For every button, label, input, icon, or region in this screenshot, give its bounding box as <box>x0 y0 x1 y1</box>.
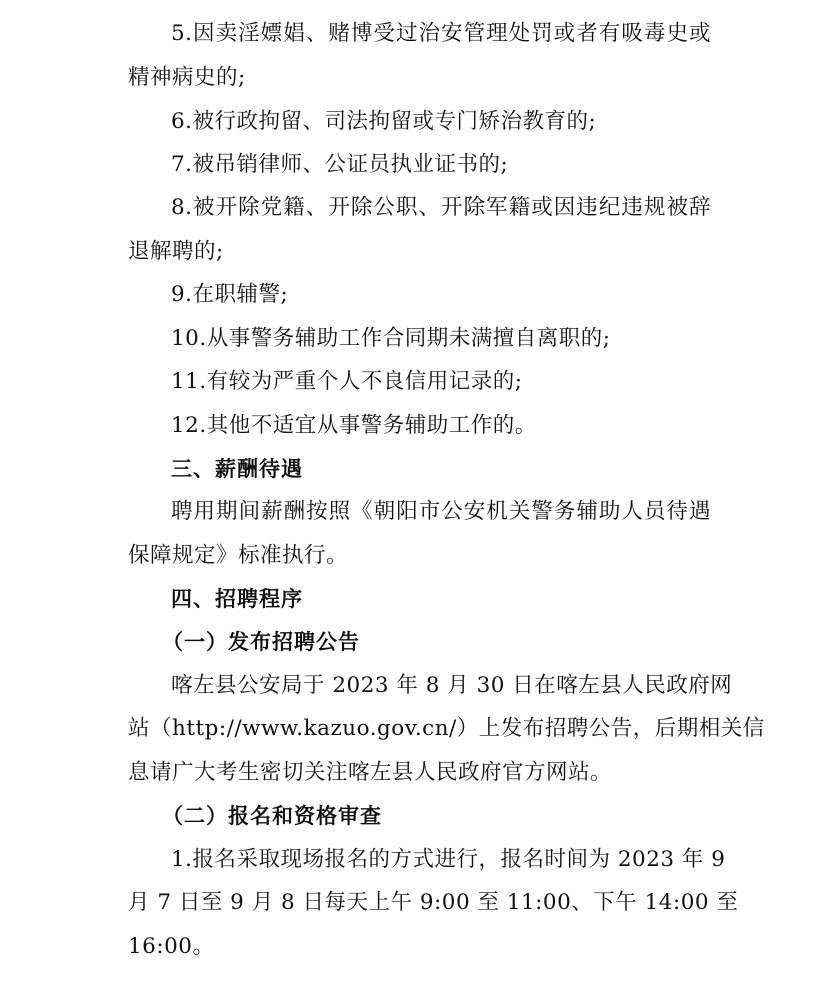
announcement-paragraph-line-3: 息请广大考生密切关注喀左县人民政府官方网站。 <box>128 760 613 785</box>
registration-paragraph-line-2: 月 7 日至 9 月 8 日每天上午 9:00 至 11:00、下午 14:00 至 <box>128 890 739 915</box>
announcement-paragraph-line-1: 喀左县公安局于 2023 年 8 月 30 日在喀左县人民政府网 <box>171 673 733 698</box>
list-item-12: 12.其他不适宜从事警务辅助工作的。 <box>171 413 537 438</box>
announcement-paragraph-line-2: 站（http://www.kazuo.gov.cn/）上发布招聘公告，后期相关信 <box>128 716 765 741</box>
section-heading-salary: 三、薪酬待遇 <box>171 457 303 481</box>
registration-paragraph-line-1: 1.报名采取现场报名的方式进行，报名时间为 2023 年 9 <box>171 847 726 872</box>
list-item-5-line-2: 精神病史的; <box>128 65 246 90</box>
list-item-8-line-2: 退解聘的; <box>128 239 224 264</box>
salary-paragraph-line-1: 聘用期间薪酬按照《朝阳市公安机关警务辅助人员待遇 <box>171 499 711 524</box>
registration-paragraph-line-3: 16:00。 <box>128 934 215 959</box>
list-item-10: 10.从事警务辅助工作合同期未满擅自离职的; <box>171 326 611 351</box>
list-item-5-line-1: 5.因卖淫嫖娼、赌博受过治安管理处罚或者有吸毒史或 <box>171 21 711 46</box>
list-item-8-line-1: 8.被开除党籍、开除公职、开除军籍或因违纪违规被辞 <box>171 195 711 220</box>
list-item-7: 7.被吊销律师、公证员执业证书的; <box>171 152 509 177</box>
subsection-heading-announcement: （一）发布招聘公告 <box>162 630 360 654</box>
salary-paragraph-line-2: 保障规定》标准执行。 <box>128 543 349 568</box>
list-item-9: 9.在职辅警; <box>171 282 289 307</box>
list-item-11: 11.有较为严重个人不良信用记录的; <box>171 369 523 394</box>
list-item-6: 6.被行政拘留、司法拘留或专门矫治教育的; <box>171 109 597 134</box>
subsection-heading-registration: （二）报名和资格审查 <box>162 804 382 828</box>
section-heading-procedure: 四、招聘程序 <box>171 587 303 611</box>
